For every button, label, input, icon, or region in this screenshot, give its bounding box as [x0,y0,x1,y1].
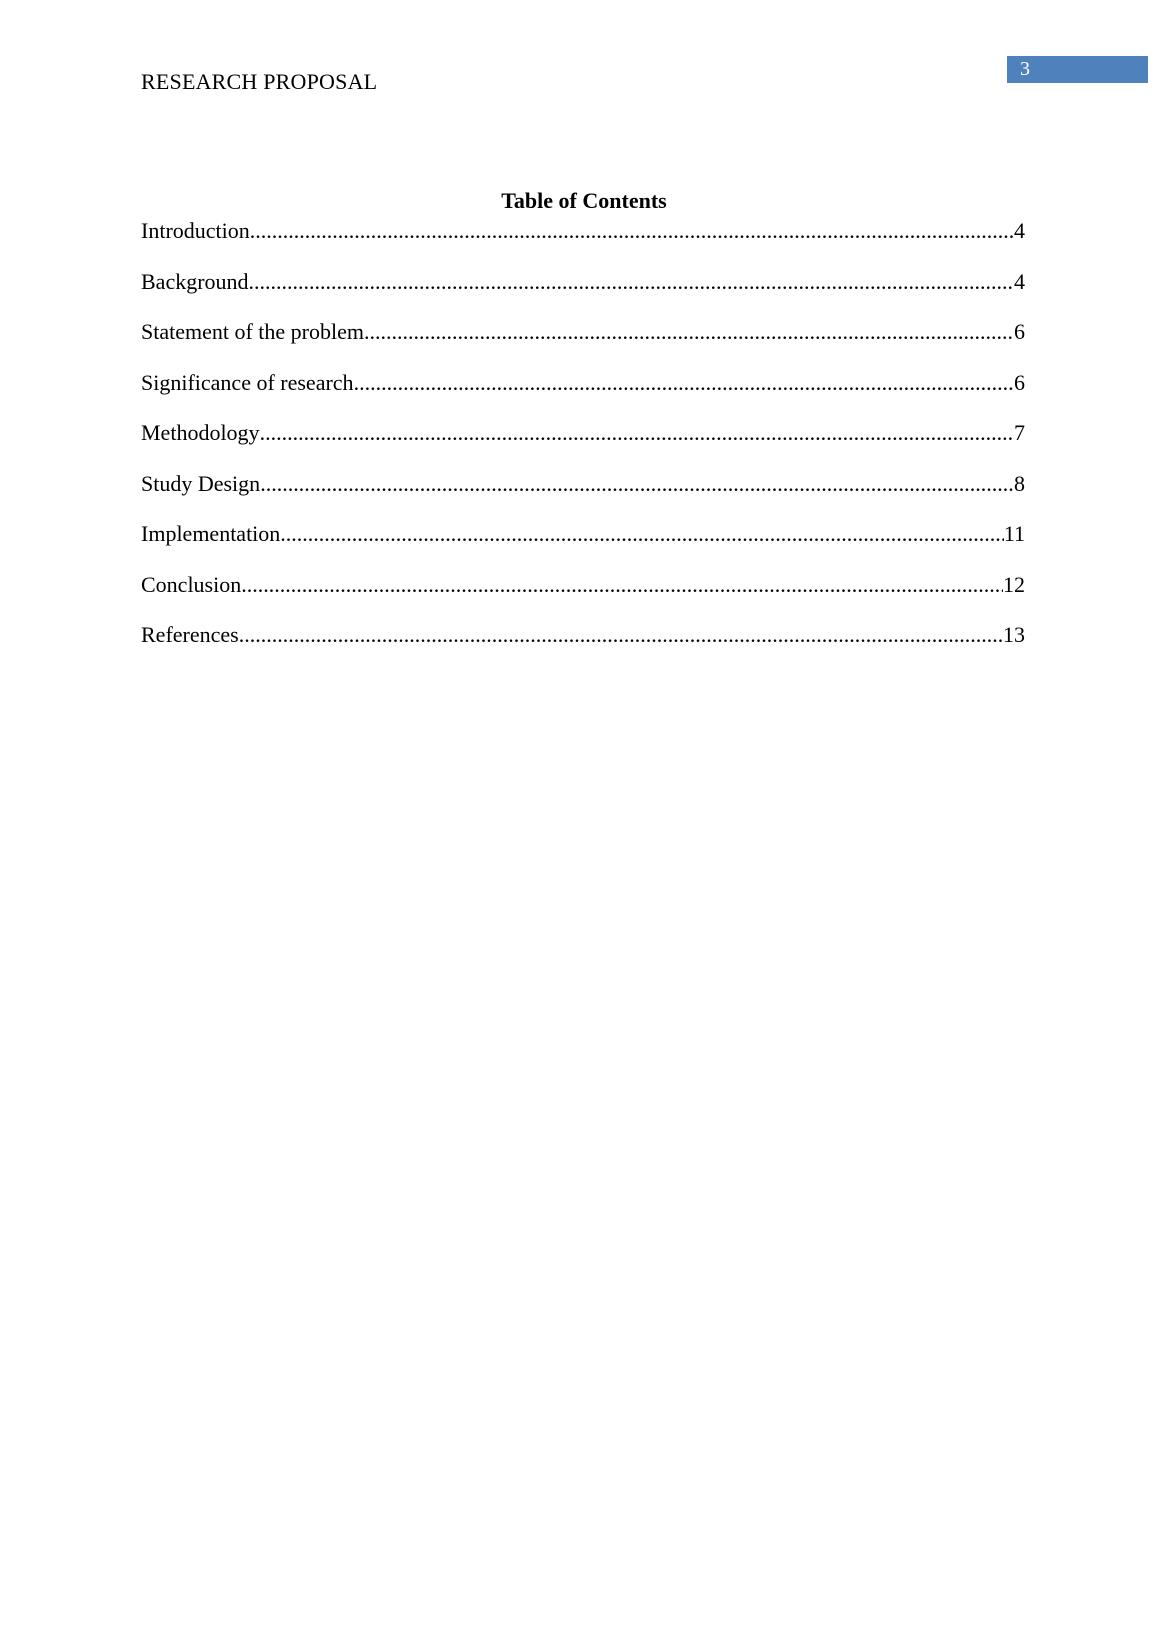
toc-entry-page: 4 [1014,268,1025,294]
toc-entry-references[interactable] [141,621,1025,672]
toc-entry-label: Study Design [141,470,261,496]
toc-dot-leader [250,217,1014,245]
toc-entry-label: Statement of the problem [141,319,364,344]
toc-dot-leader [249,268,1014,296]
toc-dot-leader [241,571,1003,599]
toc-entry-significance-of-research[interactable] [141,369,1025,420]
toc-entry-page: 4 [1014,218,1025,243]
toc-entry-page: 6 [1014,319,1025,344]
toc-dot-leader [354,369,1014,397]
toc-entry-page: 11 [1003,521,1025,546]
toc-title: Table of Contents [501,188,667,213]
toc-entry-label: Implementation [141,521,281,546]
toc-entry-page: 7 [1014,420,1025,445]
toc-entry-label: Conclusion [141,571,242,597]
toc-entry-page: 6 [1014,369,1025,395]
toc-entry-page: 13 [1003,622,1025,647]
toc-entry-background[interactable] [141,268,1025,319]
toc-entry-introduction[interactable] [141,217,1025,268]
running-head: RESEARCH PROPOSAL [141,69,378,94]
page-number: 3 [1020,58,1030,80]
toc-entry-statement-of-the-problem[interactable] [141,318,1025,369]
table-of-contents [141,217,1025,672]
toc-dot-leader [280,520,1004,548]
toc-entry-label: Methodology [141,420,260,445]
toc-entry-label: Background [141,268,249,294]
toc-entry-page: 12 [1003,571,1025,597]
toc-dot-leader [260,470,1014,498]
toc-entry-label: Significance of research [141,369,354,395]
toc-entry-page: 8 [1014,470,1025,496]
toc-dot-leader [260,419,1014,447]
toc-entry-methodology[interactable] [141,419,1025,470]
page-number-badge [1007,56,1148,83]
toc-entry-label: Introduction [141,218,250,243]
toc-entry-label: References [141,622,239,647]
toc-entry-conclusion[interactable] [141,571,1025,622]
toc-entry-study-design[interactable] [141,470,1025,521]
toc-dot-leader [239,621,1003,649]
toc-entry-implementation[interactable] [141,520,1025,571]
toc-dot-leader [364,318,1014,346]
